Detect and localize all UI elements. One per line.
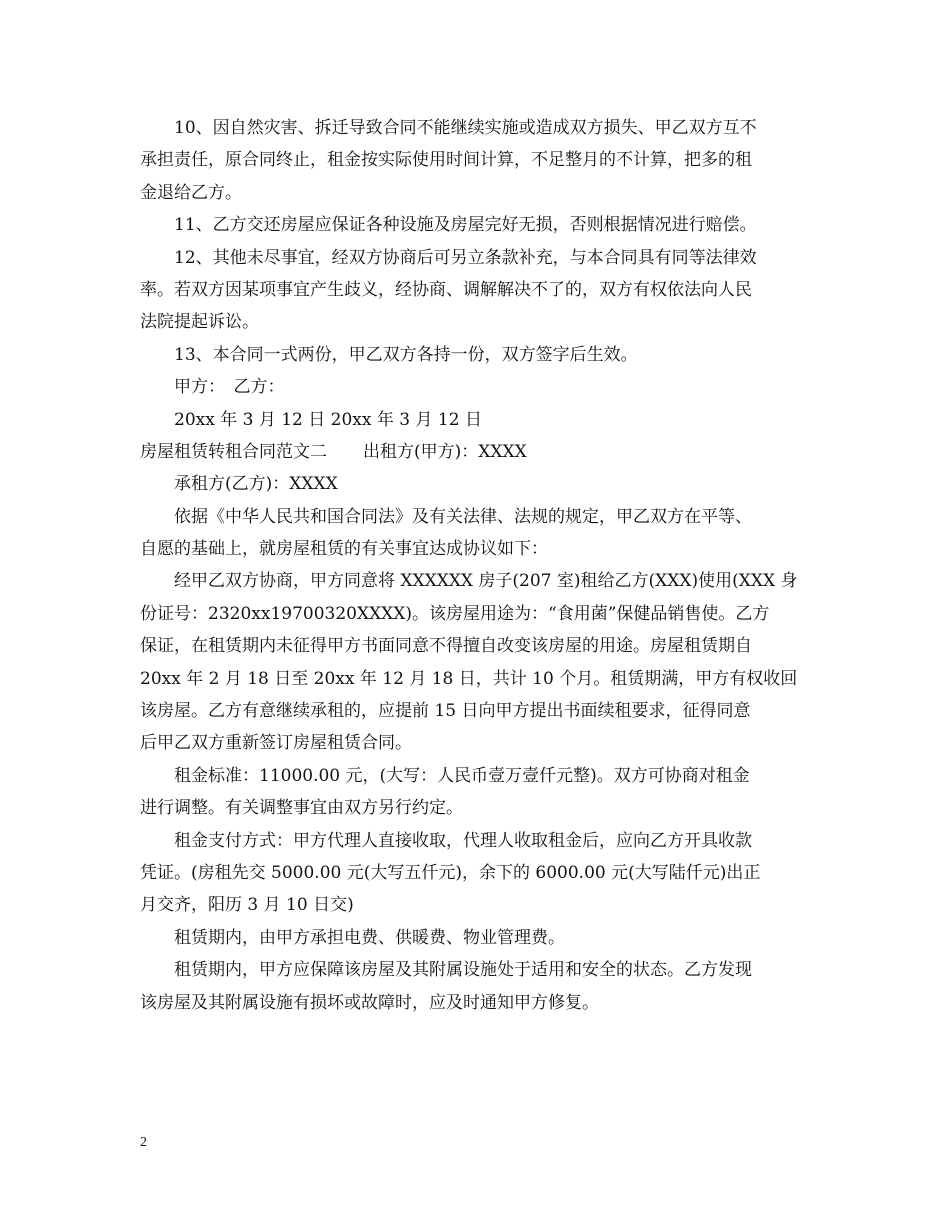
payment-line-3: 月交齐，阳历 3 月 10 日交): [140, 895, 354, 916]
preamble-line-2: 自愿的基础上，就房屋租赁的有关事宜达成协议如下：: [140, 539, 548, 560]
document-body: [140, 112, 812, 1019]
fees-line-1: 租赁期内，由甲方承担电费、供暖费、物业管理费。: [174, 927, 565, 948]
lessor-label: 出租方(甲方)：XXXX: [363, 441, 527, 462]
clause-12-line-2: 率。若双方因某项事宜产生歧义，经协商、调解解决不了的，双方有权依法向人民: [140, 279, 752, 300]
section-heading-line: [140, 436, 812, 468]
signature-dates: 20xx 年 3 月 12 日 20xx 年 3 月 12 日: [174, 409, 482, 430]
clause-12-line-1: 12、其他未尽事宜，经双方协商后可另立条款补充，与本合同具有同等法律效: [174, 247, 757, 268]
section-title: 房屋租赁转租合同范文二: [140, 441, 327, 462]
clause-13-line-1: 13、本合同一式两份，甲乙双方各持一份，双方签字后生效。: [174, 344, 638, 365]
terms-line-3: 保证，在租赁期内未征得甲方书面同意不得擅自改变该房屋的用途。房屋租赁期自: [140, 636, 752, 657]
terms-line-6: 后甲乙双方重新签订房屋租赁合同。: [140, 733, 412, 754]
page-number: 2: [140, 1135, 147, 1150]
clause-10-line-1: 10、因自然灾害、拆迁导致合同不能继续实施或造成双方损失、甲乙双方互不: [174, 118, 757, 138]
terms-line-4: 20xx 年 2 月 18 日至 20xx 年 12 月 18 日，共计 10 个月。租赁期满，甲方有权收回: [140, 668, 798, 689]
clause-10-line-3: 金退给乙方。: [140, 182, 242, 203]
terms-line-2: 份证号：2320xx19700320XXXX)。该房屋用途为：“食用菌”保健品销售使。乙方: [140, 603, 770, 624]
payment-line-1: 租金支付方式：甲方代理人直接收取，代理人收取租金后，应向乙方开具收款: [174, 830, 752, 851]
clause-12-line-3: 法院提起诉讼。: [140, 312, 259, 333]
preamble-line-1: 依据《中华人民共和国合同法》及有关法律、法规的规定，甲乙双方在平等、: [174, 506, 752, 527]
clause-11-line-1: 11、乙方交还房屋应保证各种设施及房屋完好无损，否则根据情况进行赔偿。: [174, 215, 757, 236]
rent-standard-line-1: 租金标准：11000.00 元，(大写：人民币壹万壹仟元整)。双方可协商对租金: [174, 765, 750, 786]
terms-line-1: 经甲乙双方协商，甲方同意将 XXXXXX 房子(207 室)租给乙方(XXX)使用(XXX 身: [174, 571, 798, 592]
rent-standard-line-2: 进行调整。有关调整事宜由双方另行约定。: [140, 798, 463, 819]
lessee-label: 承租方(乙方)：XXXX: [174, 474, 338, 495]
terms-line-5: 该房屋。乙方有意继续承租的，应提前 15 日向甲方提出书面续租要求，征得同意: [140, 701, 751, 722]
signature-parties: 甲方： 乙方：: [174, 377, 285, 398]
payment-line-2: 凭证。(房租先交 5000.00 元(大写五仟元)，余下的 6000.00 元(大写陆仟元)出正: [140, 862, 761, 883]
maintenance-line-1: 租赁期内，甲方应保障该房屋及其附属设施处于适用和安全的状态。乙方发现: [174, 960, 752, 981]
clause-10-line-2: 承担责任，原合同终止，租金按实际使用时间计算，不足整月的不计算，把多的租: [140, 150, 752, 171]
maintenance-line-2: 该房屋及其附属设施有损坏或故障时，应及时通知甲方修复。: [140, 992, 599, 1013]
